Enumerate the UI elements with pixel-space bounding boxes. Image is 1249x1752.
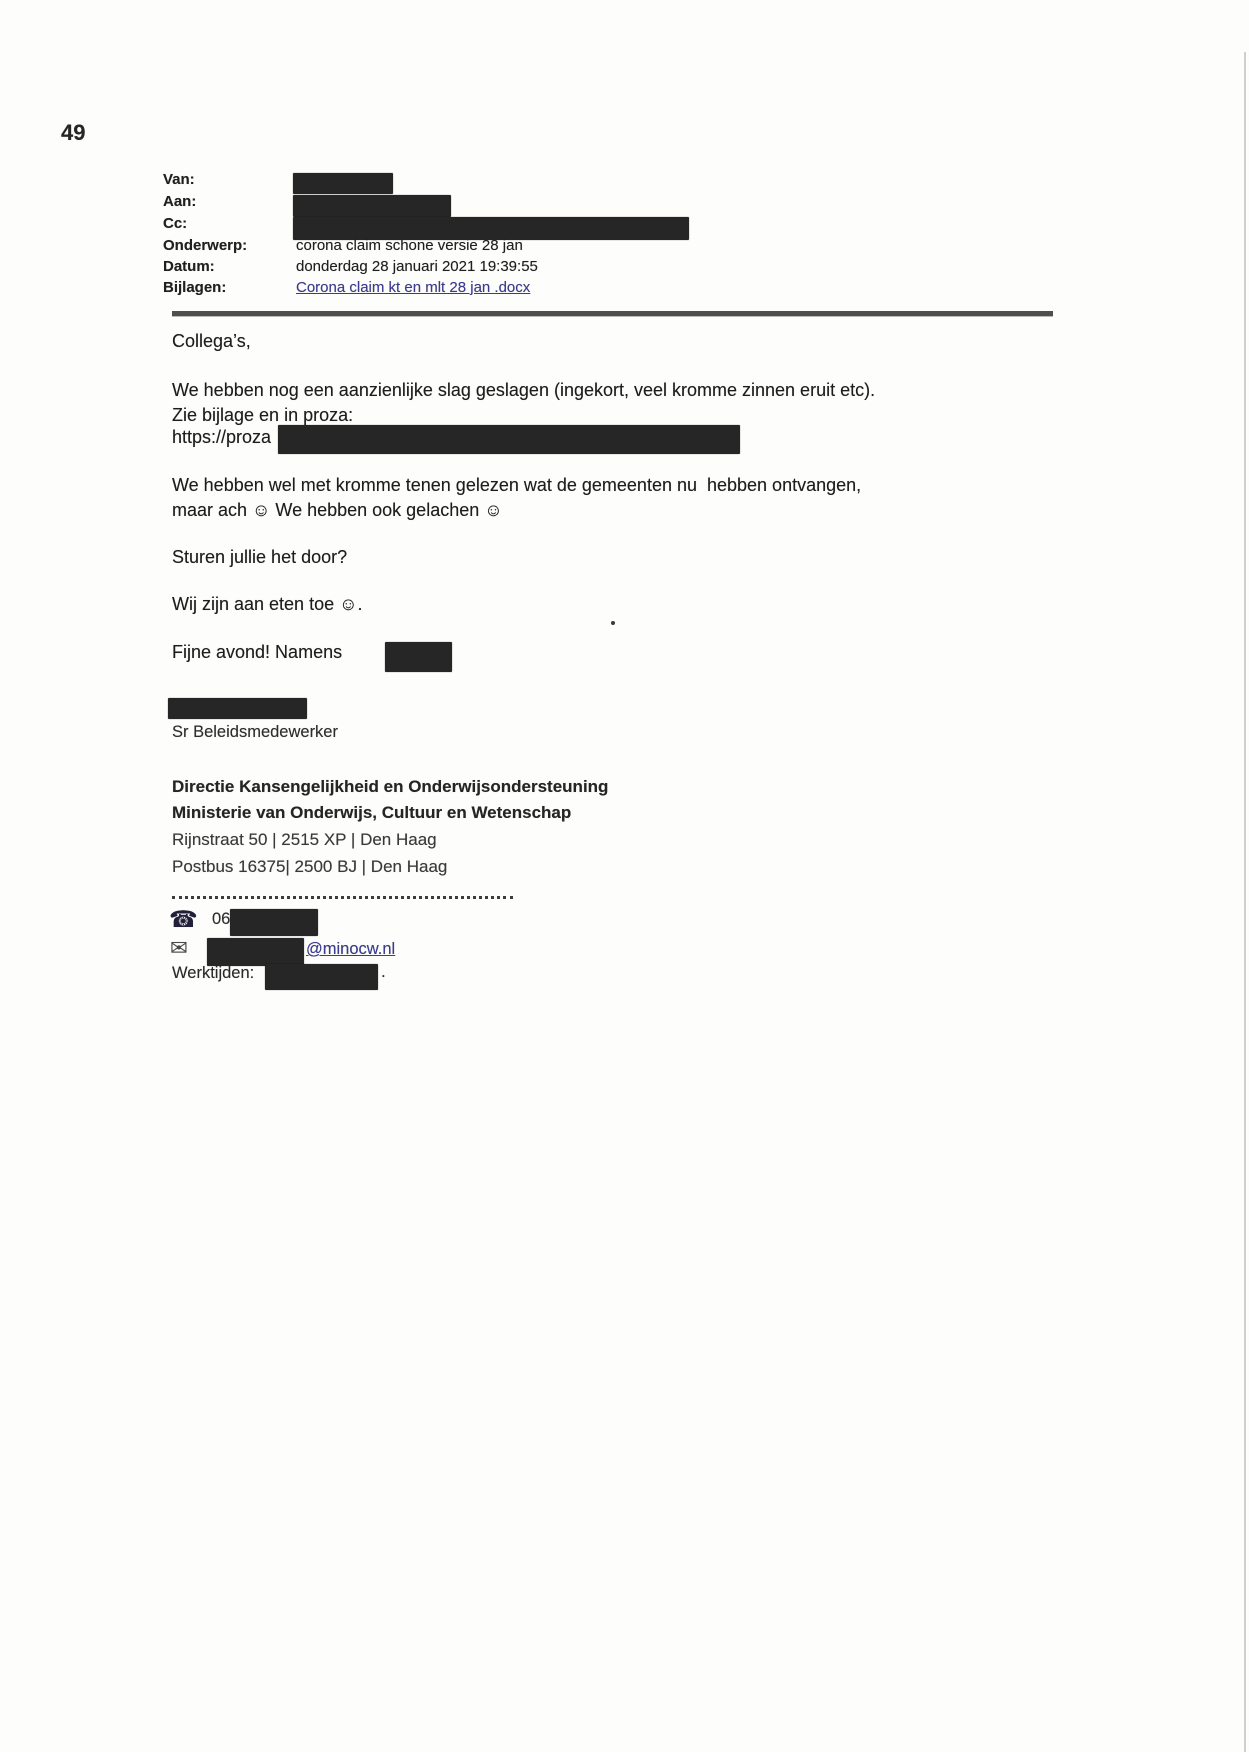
greeting-text: Collega’s,: [172, 331, 251, 351]
ministry-line: Ministerie van Onderwijs, Cultuur en Wetenschap: [172, 803, 572, 822]
working-hours-period: .: [381, 962, 386, 981]
question-text: Sturen jullie het door?: [172, 547, 348, 567]
scan-edge-artifact: [1244, 52, 1246, 1752]
redacted-to-value: [293, 195, 451, 217]
working-hours-label: Werktijden:: [172, 964, 255, 982]
header-divider: [172, 311, 1053, 316]
page-number: 49: [61, 120, 86, 145]
date-value: donderdag 28 januari 2021 19:39:55: [296, 258, 538, 275]
paragraph2-line2: maar ach ☺ We hebben ook gelachen ☺: [172, 500, 503, 520]
to-label: Aan:: [163, 193, 197, 210]
cc-label: Cc:: [163, 215, 188, 232]
dotted-separator: [172, 896, 513, 899]
attachment-link-wrap: [296, 279, 530, 296]
redacted-namens-name: [385, 642, 452, 672]
proza-link-prefix: https://proza: [172, 427, 272, 447]
email-domain-link[interactable]: @minocw.nl: [306, 940, 396, 958]
redacted-from-value: [293, 173, 393, 194]
redacted-phone-number: [230, 909, 318, 936]
redacted-email-local-part: [207, 938, 304, 966]
attachments-label: Bijlagen:: [163, 279, 227, 296]
from-label: Van:: [163, 171, 195, 188]
redacted-working-hours: [265, 964, 378, 990]
dinner-text: Wij zijn aan eten toe ☺.: [172, 594, 363, 614]
closing-text: Fijne avond! Namens: [172, 642, 343, 662]
street-address: Rijnstraat 50 | 2515 XP | Den Haag: [172, 830, 437, 849]
phone-prefix: 06: [212, 910, 231, 928]
postbox-address: Postbus 16375| 2500 BJ | Den Haag: [172, 857, 448, 876]
redacted-proza-url: [278, 425, 740, 454]
directorate-line: Directie Kansengelijkheid en Onderwijsondersteuning: [172, 777, 609, 796]
scan-speck-artifact: [611, 621, 615, 625]
job-title: Sr Beleidsmedewerker: [172, 723, 338, 741]
date-label: Datum:: [163, 258, 215, 275]
redacted-sender-name: [168, 698, 307, 719]
email-domain-wrap: [306, 940, 395, 959]
attachment-link[interactable]: Corona claim kt en mlt 28 jan .docx: [296, 279, 531, 296]
paragraph1-line2: Zie bijlage en in proza:: [172, 405, 354, 425]
phone-icon: ☎: [169, 906, 198, 932]
subject-label: Onderwerp:: [163, 237, 248, 254]
paragraph2-line1: We hebben wel met kromme tenen gelezen wat de gemeenten nu hebben ontvangen,: [172, 475, 862, 495]
envelope-icon: ✉: [170, 937, 188, 960]
paragraph1-line1: We hebben nog een aanzienlijke slag geslagen (ingekort, veel kromme zinnen eruit etc).: [172, 380, 876, 400]
subject-value: corona claim schone versie 28 jan: [296, 237, 523, 254]
